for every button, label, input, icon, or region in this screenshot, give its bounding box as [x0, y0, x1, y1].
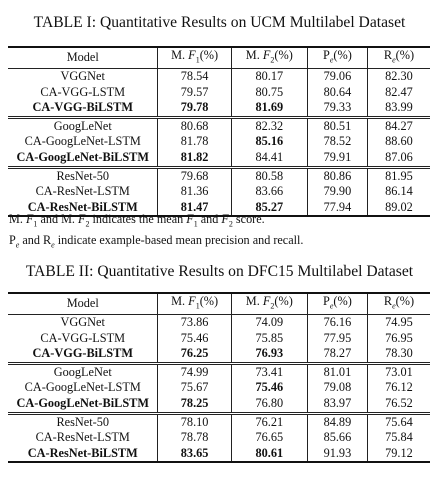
table-row: [8, 346, 430, 363]
model-cell: CA-GoogLeNet-BiLSTM: [16, 150, 149, 165]
model-cell: GoogLeNet: [8, 117, 158, 134]
model-cell: VGGNet: [60, 69, 105, 84]
mf2-cell: 85.16: [231, 134, 307, 150]
re-cell: 83.99: [367, 100, 430, 117]
mf1-cell: 75.67: [158, 380, 231, 396]
mf2-cell: 76.80: [231, 396, 307, 413]
table-row: [8, 167, 430, 184]
mf1-cell: 78.25: [158, 396, 231, 413]
mf2-cell: 76.21: [231, 413, 307, 430]
column-header: M. $F_1(\%)$: [158, 293, 231, 315]
model-cell: ResNet-50: [8, 413, 158, 430]
column-header: $R_e(\%)$: [367, 293, 430, 315]
table2-caption: TABLE II: Quantitative Results on DFC15 Multilabel Dataset: [25, 263, 414, 280]
table-row: [8, 134, 430, 150]
mf1-cell: 74.99: [158, 363, 231, 380]
mf1-cell: 79.57: [158, 85, 231, 101]
mf2-cell: 80.61: [231, 446, 307, 463]
column-header: Model: [8, 47, 158, 69]
pe-cell: 79.06: [307, 69, 367, 85]
re-cell: 78.30: [367, 346, 430, 363]
model-cell: CA-VGG-BiLSTM: [32, 100, 133, 115]
column-header: $P_e(\%)$: [307, 293, 367, 315]
pe-cell: 79.90: [307, 184, 367, 200]
mf1-cell: 80.68: [158, 117, 231, 134]
table-row: [8, 430, 430, 446]
table1-caption: TABLE I: Quantitative Results on UCM Multilabel Dataset: [33, 14, 406, 31]
pe-cell: 80.86: [307, 167, 367, 184]
model-cell: CA-GoogLeNet-BiLSTM: [16, 396, 149, 411]
mf2-cell: 75.46: [231, 380, 307, 396]
mf2-cell: 80.75: [231, 85, 307, 101]
pe-cell: 85.66: [307, 430, 367, 446]
re-cell: 81.95: [367, 167, 430, 184]
pe-cell: 79.08: [307, 380, 367, 396]
table-row: [8, 315, 430, 331]
table1-note-2: $P_e$ and $R_e$ indicate example-based mean precision and recall.: [9, 233, 304, 250]
model-cell: CA-GoogLeNet-LSTM: [24, 134, 141, 149]
model-cell: VGGNet: [60, 315, 105, 330]
header-row: [8, 293, 430, 315]
pe-cell: 79.33: [307, 100, 367, 117]
mf1-cell: 83.65: [158, 446, 231, 463]
mf1-cell: 78.78: [158, 430, 231, 446]
re-cell: 82.30: [367, 69, 430, 85]
mf2-cell: 85.27: [231, 200, 307, 217]
pe-cell: 83.97: [307, 396, 367, 413]
mf1-cell: 78.54: [158, 69, 231, 85]
table-row: [8, 85, 430, 101]
model-cell: CA-ResNet-BiLSTM: [8, 446, 158, 463]
mf2-cell: 74.09: [231, 315, 307, 331]
mf2-cell: 73.41: [231, 363, 307, 380]
re-cell: 88.60: [367, 134, 430, 150]
pe-cell: 84.89: [307, 413, 367, 430]
re-cell: 75.64: [367, 413, 430, 430]
model-cell: CA-ResNet-LSTM: [35, 430, 130, 445]
table1-notes: [9, 211, 303, 254]
column-header: M. $F_2(\%)$: [231, 293, 307, 315]
table-row: [8, 117, 430, 134]
table-row: [8, 363, 430, 380]
table-row: [8, 413, 430, 430]
column-header: $R_e(\%)$: [367, 47, 430, 69]
pe-cell: 77.95: [307, 331, 367, 347]
re-cell: 73.01: [367, 363, 430, 380]
table-row: [8, 184, 430, 200]
pe-cell: 78.52: [307, 134, 367, 150]
column-header: $P_e(\%)$: [307, 47, 367, 69]
mf2-cell: 80.17: [231, 69, 307, 85]
mf1-cell: 81.47: [158, 200, 231, 217]
table1: [8, 46, 430, 217]
table-row: [8, 380, 430, 396]
re-cell: 87.06: [367, 150, 430, 167]
model-cell: CA-ResNet-BiLSTM: [8, 200, 158, 217]
pe-cell: 76.16: [307, 315, 367, 331]
column-header: M. $F_1(\%)$: [158, 47, 231, 69]
header-row: [8, 47, 430, 69]
table-row: [8, 331, 430, 347]
mf1-cell: 79.68: [158, 167, 231, 184]
table-row: [8, 100, 430, 117]
mf1-cell: 75.46: [158, 331, 231, 347]
column-header: Model: [8, 293, 158, 315]
mf2-cell: 84.41: [231, 150, 307, 167]
model-cell: CA-VGG-LSTM: [40, 84, 126, 99]
mf2-cell: 80.58: [231, 167, 307, 184]
mf1-cell: 76.25: [158, 346, 231, 363]
mf2-cell: 81.69: [231, 100, 307, 117]
model-cell: ResNet-50: [8, 167, 158, 184]
table-row: [8, 446, 430, 463]
model-cell: CA-ResNet-LSTM: [35, 184, 130, 199]
model-cell: CA-VGG-BiLSTM: [32, 346, 133, 361]
mf2-cell: 75.85: [231, 331, 307, 347]
model-cell: CA-VGG-LSTM: [40, 330, 126, 345]
mf1-cell: 81.36: [158, 184, 231, 200]
re-cell: 75.84: [367, 430, 430, 446]
mf2-cell: 76.65: [231, 430, 307, 446]
column-header: M. $F_2(\%)$: [231, 47, 307, 69]
re-cell: 89.02: [367, 200, 430, 217]
re-cell: 74.95: [367, 315, 430, 331]
pe-cell: 78.27: [307, 346, 367, 363]
table-row: [8, 69, 430, 85]
table-row: [8, 396, 430, 413]
mf2-cell: 82.32: [231, 117, 307, 134]
re-cell: 76.12: [367, 380, 430, 396]
re-cell: 79.12: [367, 446, 430, 463]
mf1-cell: 73.86: [158, 315, 231, 331]
mf2-cell: 83.66: [231, 184, 307, 200]
mf1-cell: 79.78: [158, 100, 231, 117]
re-cell: 76.52: [367, 396, 430, 413]
re-cell: 82.47: [367, 85, 430, 101]
pe-cell: 81.01: [307, 363, 367, 380]
mf1-cell: 81.78: [158, 134, 231, 150]
mf1-cell: 78.10: [158, 413, 231, 430]
pe-cell: 80.64: [307, 85, 367, 101]
pe-cell: 79.91: [307, 150, 367, 167]
re-cell: 86.14: [367, 184, 430, 200]
table2: [8, 292, 430, 463]
pe-cell: 91.93: [307, 446, 367, 463]
model-cell: GoogLeNet: [8, 363, 158, 380]
model-cell: CA-GoogLeNet-LSTM: [24, 380, 141, 395]
re-cell: 84.27: [367, 117, 430, 134]
table-row: [8, 150, 430, 167]
table1-note-1: M. $F_1$ and M. $F_2$ indicates the mean $F_1$ and $F_2$ score.: [9, 212, 265, 229]
re-cell: 76.95: [367, 331, 430, 347]
mf2-cell: 76.93: [231, 346, 307, 363]
mf1-cell: 81.82: [158, 150, 231, 167]
pe-cell: 77.94: [307, 200, 367, 217]
pe-cell: 80.51: [307, 117, 367, 134]
